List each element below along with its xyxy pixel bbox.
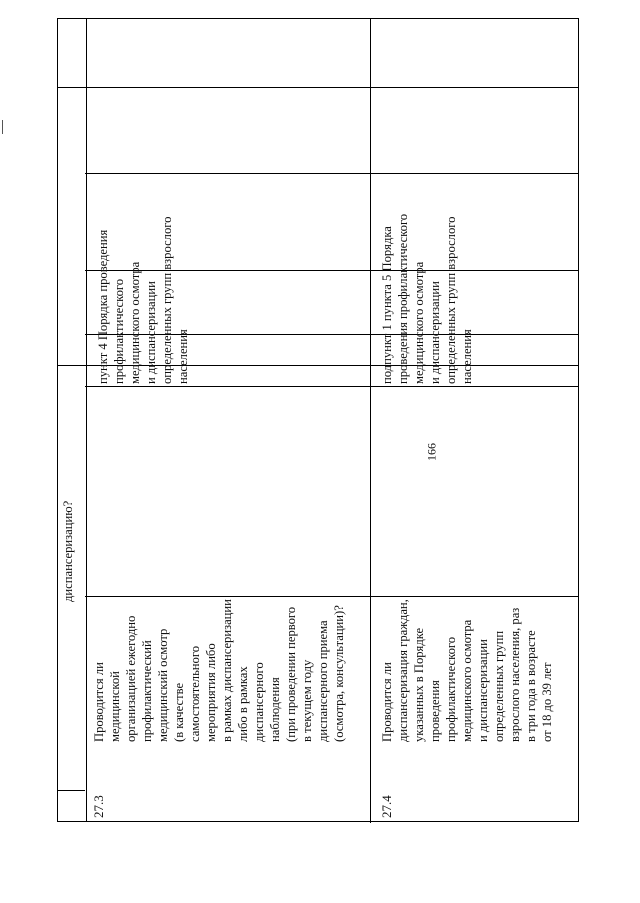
row-number-27-3: 27.3 bbox=[91, 795, 106, 818]
row-27-4-question: Проводится ли диспансеризация граждан, указанных в Порядке проведения профилактического медицинского осмотра и диспансеризации определенных групп взрослого населения, раз в три года в возрасте от 18 до 39 лет bbox=[380, 599, 554, 742]
table-content bbox=[57, 18, 579, 822]
page-number: 166 bbox=[424, 443, 439, 461]
top-row-text: диспансеризацию? bbox=[61, 500, 75, 602]
scan-edge-mark bbox=[2, 120, 3, 134]
row-number-27-4: 27.4 bbox=[379, 795, 394, 818]
row-27-3-reference: пункт 4 Порядка проведения профилактического медицинского осмотра и диспансеризации определенных групп взрослого населения bbox=[96, 216, 190, 384]
row-27-3-question: Проводится ли медицинской организацией ежегодно профилактический медицинский осмотр (в качестве самостоятельного мероприятия либо в рамках диспансеризации либо в рамках диспансерного наблюдения (при проведении первого в текущем году диспансерного приема (осмотра, консультации)? bbox=[92, 599, 346, 742]
row-27-4-reference: подпункт 1 пункта 5 Порядка проведения профилактического медицинского осмотра и диспансеризации определенных групп взрослого населения bbox=[380, 213, 474, 384]
